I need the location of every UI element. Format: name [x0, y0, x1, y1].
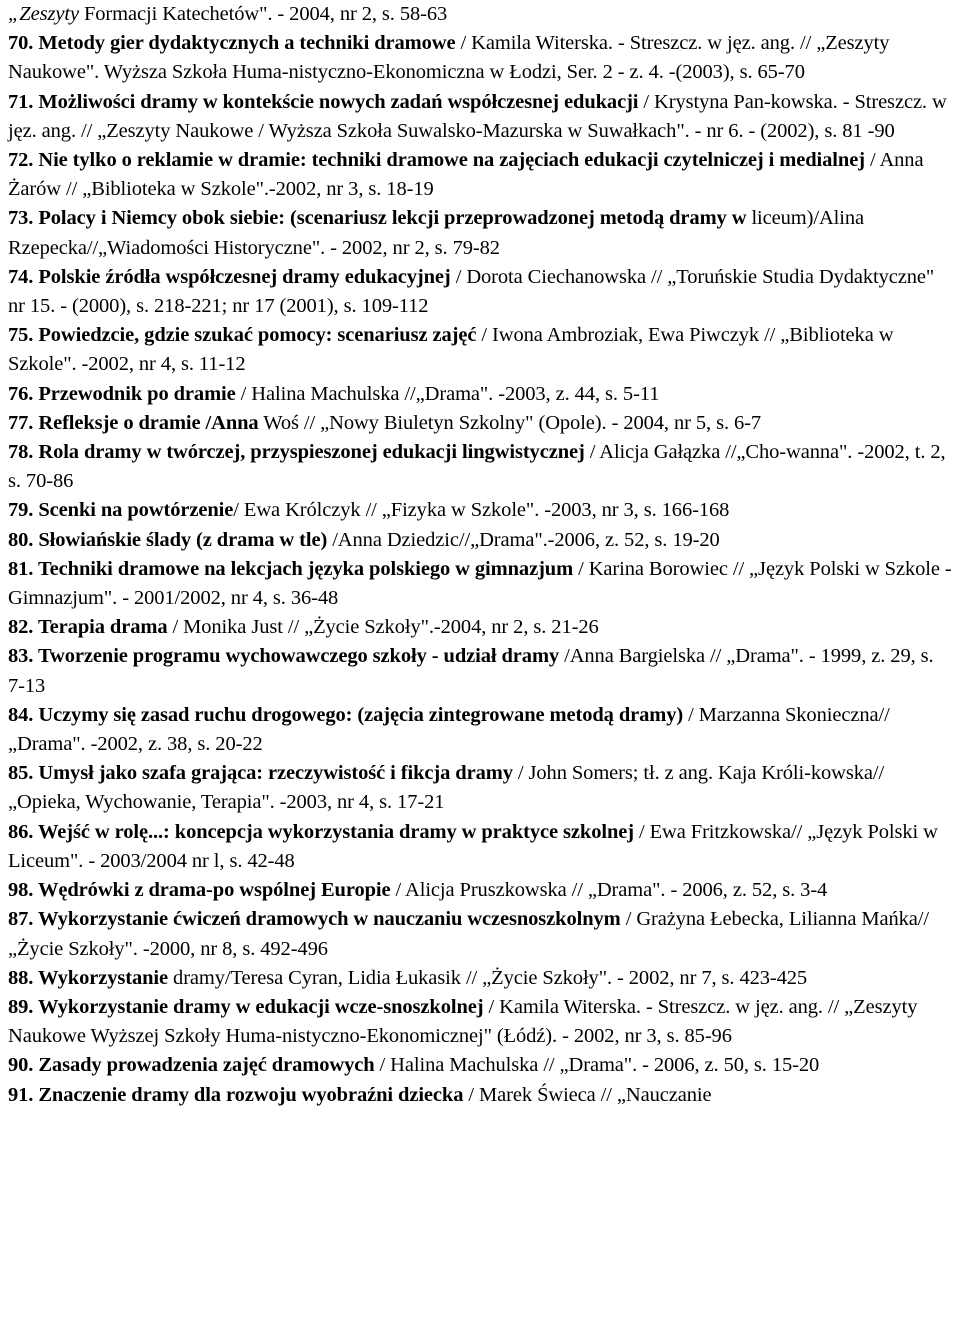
entry-citation: / Marek Świeca // „Nauczanie	[463, 1083, 712, 1106]
entry-citation: / Alicja Pruszkowska // „Drama". - 2006, z. 52, s. 3-4	[390, 879, 828, 902]
journal-italic: „Zeszyty	[8, 3, 79, 25]
entry-title: Techniki dramowe na lekcjach języka polskiego w gimnazjum	[37, 557, 574, 580]
entry-title: Tworzenie programu wychowawczego szkoły - udział dramy	[37, 645, 560, 668]
bibliography-entry	[8, 0, 952, 29]
entry-citation: / Kamila Witerska. - Streszcz. w jęz. ang. // „Zeszyty Naukowe". Wyższa Szkoła Huma-nistyczno-Ekonomiczna w Łodzi, Ser. 2 - z. 4. -(2003), s. 65-70	[8, 32, 890, 84]
bibliography-entry	[8, 409, 952, 438]
bibliography-entry	[8, 993, 952, 1051]
entry-title: Znaczenie dramy dla rozwoju wyobraźni dziecka	[38, 1083, 464, 1106]
entry-title: Powiedzcie, gdzie szukać pomocy: scenariusz zajęć	[38, 324, 477, 347]
bibliography-entry	[8, 964, 952, 993]
entry-citation: / Grażyna Łebecka, Lilianna Mańka//„Życie Szkoły". -2000, nr 8, s. 492-496	[8, 908, 929, 960]
entry-number: 80.	[8, 528, 39, 551]
entry-number: 85.	[8, 762, 39, 785]
bibliography-entry	[8, 496, 952, 525]
entry-title: Zasady prowadzenia zajęć dramowych	[38, 1054, 375, 1077]
entry-title: Wykorzystanie	[37, 966, 169, 989]
bibliography-entry	[8, 29, 952, 87]
entry-number: 83.	[8, 645, 38, 668]
entry-citation: / Halina Machulska //„Drama". -2003, z. 44, s. 5-11	[235, 382, 660, 405]
entry-citation: /Anna Dziedzic//„Drama".-2006, z. 52, s. 19-20	[327, 528, 720, 551]
entry-citation: / Ewa Fritzkowska// „Język Polski w Liceum". - 2003/2004 nr l, s. 42-48	[8, 820, 938, 872]
entry-citation: liceum)/Alina Rzepecka//„Wiadomości Historyczne". - 2002, nr 2, s. 79-82	[8, 207, 865, 259]
entry-citation: / Alicja Gałązka //„Cho-wanna". -2002, t. 2, s. 70-86	[8, 441, 946, 493]
entry-citation: / Monika Just // „Życie Szkoły".-2004, nr 2, s. 21-26	[167, 616, 599, 639]
entry-number: 73.	[8, 207, 39, 230]
entry-citation: / Halina Machulska // „Drama". - 2006, z. 50, s. 15-20	[374, 1054, 820, 1077]
entry-title: Rola dramy w twórczej, przyspieszonej edukacji lingwistycznej	[38, 441, 585, 464]
entry-citation: / Ewa Królczyk // „Fizyka w Szkole". -2003, nr 3, s. 166-168	[233, 499, 730, 522]
bibliography-entry	[8, 905, 952, 963]
bibliography-entry	[8, 555, 952, 613]
bibliography-entry	[8, 321, 952, 379]
entry-number: 82.	[8, 616, 38, 639]
entry-title: Metody gier dydaktycznych a techniki dramowe	[38, 32, 456, 55]
entry-number: 74.	[8, 265, 39, 288]
entry-number: 88.	[8, 966, 38, 989]
entry-citation: / Dorota Ciechanowska // „Toruńskie Studia Dydaktyczne" nr 15. - (2000), s. 218-221; nr 17 (2001), s. 109-112	[8, 265, 935, 318]
bibliography-entry	[8, 701, 952, 759]
entry-citation: / Iwona Ambroziak, Ewa Piwczyk // „Biblioteka w Szkole". -2002, nr 4, s. 11-12	[8, 324, 894, 376]
entry-number: 71.	[8, 90, 39, 113]
entry-title: Słowiańskie ślady (z drama w tle)	[38, 528, 328, 551]
bibliography-entry	[8, 613, 952, 642]
entry-number: 76.	[8, 382, 39, 405]
entry-number: 81.	[8, 557, 38, 580]
entry-title: Możliwości dramy w kontekście nowych zadań współczesnej edukacji	[38, 90, 639, 113]
entry-number: 98.	[8, 879, 38, 902]
entry-title: Nie tylko o reklamie w dramie: techniki dramowe na zajęciach edukacji czytelniczej i medialnej	[38, 149, 865, 172]
entry-citation: / Anna Żarów // „Biblioteka w Szkole".-2002, nr 3, s. 18-19	[8, 149, 924, 201]
bibliography-entry	[8, 526, 952, 555]
bibliography-entry	[8, 88, 952, 146]
entry-number: 78.	[8, 441, 39, 464]
entry-citation: / Kamila Witerska. - Streszcz. w jęz. ang. // „Zeszyty Naukowe Wyższej Szkoły Huma-nistyczno-Ekonomicznej" (Łódź). - 2002, nr 3, s. 85-96	[8, 995, 918, 1048]
entry-title: Polskie źródła współczesnej dramy edukacyjnej	[38, 265, 451, 288]
entry-citation: / John Somers; tł. z ang. Kaja Króli-kowska// „Opieka, Wychowanie, Terapia". -2003, nr 4, s. 17-21	[8, 762, 885, 814]
entry-citation: / Krystyna Pan-kowska. - Streszcz. w jęz. ang. // „Zeszyty Naukowe / Wyższa Szkoła Suwalsko-Mazurska w Suwałkach". - nr 6. - (2002), s. 81 -90	[8, 90, 947, 142]
entry-citation: „Zeszyty Formacji Katechetów". - 2004, nr 2, s. 58-63	[8, 3, 448, 25]
bibliography-entry	[8, 438, 952, 496]
entry-number: 91.	[8, 1083, 39, 1106]
entry-title: Wędrówki z drama-po wspólnej Europie	[37, 879, 391, 902]
entry-title: Przewodnik po dramie	[38, 382, 236, 405]
entry-title: Wejść w rolę...: koncepcja wykorzystania dramy w praktyce szkolnej	[37, 820, 634, 843]
bibliography-entry	[8, 204, 952, 262]
bibliography-entry	[8, 818, 952, 876]
entry-citation: /Anna Bargielska // „Drama". - 1999, z. 29, s. 7-13	[8, 645, 934, 697]
bibliography-entry	[8, 1051, 952, 1080]
entry-number: 79.	[8, 499, 39, 522]
entry-citation: dramy/Teresa Cyran, Lidia Łukasik // „Życie Szkoły". - 2002, nr 7, s. 423-425	[168, 966, 808, 989]
entry-number: 72.	[8, 149, 39, 172]
entry-title: Refleksje o dramie /Anna	[38, 411, 259, 434]
entry-number: 90.	[8, 1054, 39, 1077]
bibliography-entry	[8, 759, 952, 817]
bibliography-entry	[8, 876, 952, 905]
entry-title: Scenki na powtórzenie	[38, 499, 234, 522]
entry-number: 84.	[8, 703, 39, 726]
entry-number: 70.	[8, 32, 39, 55]
bibliography-entry	[8, 263, 952, 321]
entry-title: Umysł jako szafa grająca: rzeczywistość i fikcja dramy	[38, 762, 513, 785]
entry-citation: Woś // „Nowy Biuletyn Szkolny" (Opole). - 2004, nr 5, s. 6-7	[258, 411, 762, 434]
entry-title: Wykorzystanie dramy w edukacji wcze-snoszkolnej	[37, 995, 484, 1018]
entry-number: 77.	[8, 411, 39, 434]
entry-title: Terapia drama	[37, 616, 168, 639]
entry-number: 89.	[8, 995, 38, 1018]
entry-title: Uczymy się zasad ruchu drogowego: (zajęcia zintegrowane metodą dramy)	[38, 703, 684, 726]
entry-number: 86.	[8, 820, 38, 843]
entry-number: 87.	[8, 908, 38, 931]
bibliography-entry	[8, 642, 952, 700]
bibliography-entry	[8, 146, 952, 204]
bibliography-entry	[8, 1081, 952, 1110]
bibliography-entry	[8, 380, 952, 409]
entry-title: Wykorzystanie ćwiczeń dramowych w nauczaniu wczesnoszkolnym	[37, 908, 621, 931]
entry-number: 75.	[8, 324, 39, 347]
entry-citation: / Marzanna Skonieczna//„Drama". -2002, z. 38, s. 20-22	[8, 703, 890, 756]
entry-citation: / Karina Borowiec // „Język Polski w Szkole - Gimnazjum". - 2001/2002, nr 4, s. 36-48	[8, 557, 952, 610]
entry-title: Polacy i Niemcy obok siebie: (scenariusz lekcji przeprowadzonej metodą dramy w	[38, 207, 747, 230]
